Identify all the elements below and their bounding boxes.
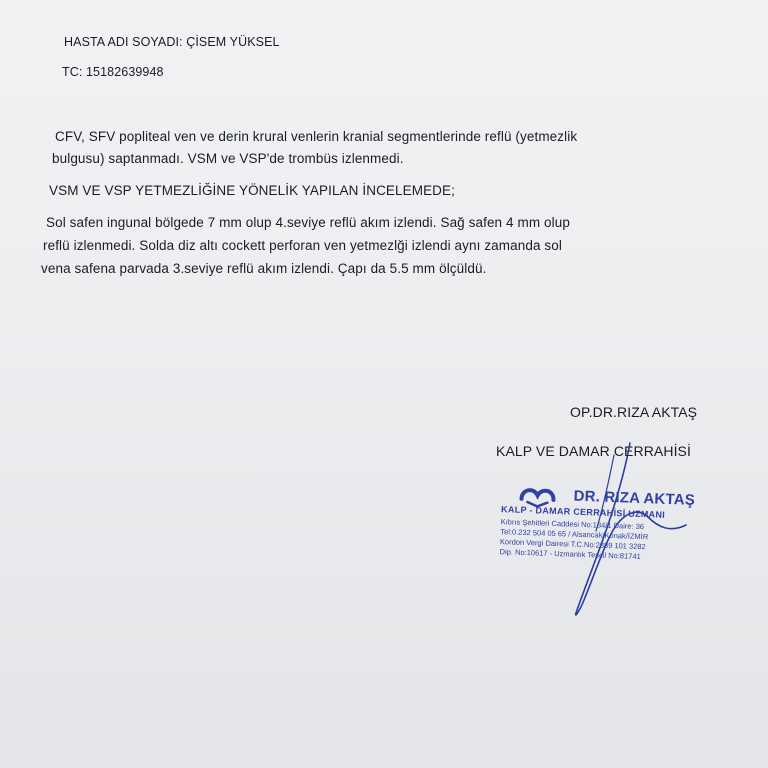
doctor-stamp	[495, 484, 726, 582]
findings-line-2: bulgusu) saptanmadı. VSM ve VSP'de trombüs izlenmedi.	[52, 151, 404, 166]
insufficiency-line-2: reflü izlenmedi. Solda diz altı cockett perforan ven yetmezlği izlendi aynı zamanda sol	[43, 238, 562, 253]
section-heading: VSM VE VSP YETMEZLİĞİNE YÖNELİK YAPILAN İNCELEMEDE;	[49, 183, 455, 198]
insufficiency-line-3: vena safena parvada 3.seviye reflü akım izlendi. Çapı da 5.5 mm ölçüldü.	[41, 261, 487, 276]
stamp-registration-line: Dip. No:10617 - Uzmanlık Tescil No:81741	[499, 547, 641, 562]
doctor-title: KALP VE DAMAR CERRAHİSİ	[496, 443, 691, 459]
stamp-specialty: KALP - DAMAR CERRAHİSİ UZMANI	[500, 504, 666, 520]
stamp-tax-line: Kordon Vergi Dairesi T.C.No:2889 101 3282	[499, 537, 646, 552]
stamp-doctor-name: DR. RIZA AKTAŞ	[573, 487, 696, 509]
patient-tc-line: TC: 15182639948	[62, 65, 164, 79]
doctor-name: OP.DR.RIZA AKTAŞ	[570, 404, 698, 420]
findings-line-1: CFV, SFV popliteal ven ve derin krural venlerin kranial segmentlerinde reflü (yetmezlik	[55, 129, 578, 144]
patient-name-line: HASTA ADI SOYADI: ÇİSEM YÜKSEL	[64, 35, 280, 49]
stamp-address-line: Kıbrıs Şehitleri Caddesi No:134/1 Daire: 36	[500, 517, 645, 532]
stamp-phone-line: Tel:0.232 504 05 65 / Alsancak/Konak/İZMİR	[500, 527, 649, 542]
insufficiency-line-1: Sol safen ingunal bölgede 7 mm olup 4.seviye reflü akım izlendi. Sağ safen 4 mm olup	[46, 215, 570, 230]
